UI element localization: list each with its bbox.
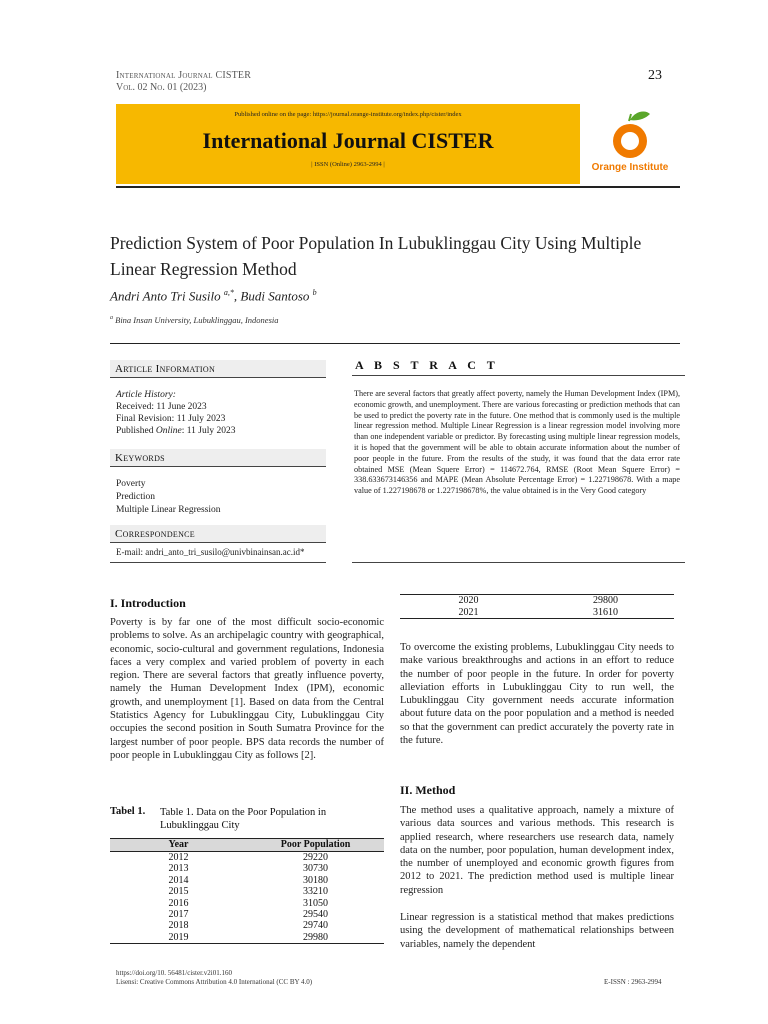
table-cell-year: 2017	[168, 909, 189, 921]
table-row	[110, 863, 384, 874]
published-online-word: Online	[155, 426, 182, 436]
abstract-bottom-divider	[352, 562, 685, 563]
table-row	[400, 607, 674, 619]
paper-title: Prediction System of Poor Population In Lubuklinggau City Using Multiple Linear Regression Method	[110, 233, 642, 279]
table-cell-year: 2015	[168, 886, 189, 898]
introduction-paragraph: Poverty is by far one of the most difficult socio-economic problems to solve. As an archipelagic country with geographical, economic, socio-cultural and government regulations, Indonesia faces a very complex and varied problem of poverty in each region. There are several factors that greatly influence poverty, namely the Human Development Index (IPM), economic growth, and unemployment [1]. Based on data from the Central Statistics Agency for Lubuklinggau City, Lubuklinggau City occupies the second position in South Sumatra Province for the largest number of poor people. BPS data records the number of poor people in Lubuklinggau City as follows [2].	[110, 617, 384, 761]
introduction-heading: I. Introduction	[110, 596, 186, 610]
correspondence-email[interactable]: E-mail: andri_anto_tri_susilo@univbinainsan.ac.id*	[116, 547, 305, 557]
table-cell-population: 29980	[247, 932, 384, 944]
page-number: 23	[648, 68, 662, 83]
table-cell-year: 2021	[400, 607, 537, 619]
right-paragraph-problems: To overcome the existing problems, Lubuklinggau City needs to make various breakthroughs and actions in an effort to reduce the number of poor people in the future. In order for poverty alleviation efforts in Lubuklinggau City to run well, the Lubuklinggau City government needs accurate information about future data on the poor population and a method is needed so that the government can predict accurately the poverty rate in the future.	[400, 642, 674, 747]
table-cell-year: 2014	[168, 874, 189, 886]
info-bottom-divider	[110, 562, 326, 563]
table-row	[110, 875, 384, 886]
article-info-heading: Article Information	[110, 360, 326, 378]
table-cell-population: 30180	[303, 874, 328, 886]
banner-divider	[116, 186, 680, 188]
author-superscript: a,*	[223, 288, 234, 297]
revision-date: Final Revision: 11 July 2023	[116, 414, 226, 424]
keywords-heading: Keywords	[110, 449, 326, 467]
method-paragraph: The method uses a qualitative approach, namely a mixture of various data sources and various methods. This research is applied research, where researchers use research data, namely data on the number, poor population, human development index, the number of unemployed and economic growth figures from 2012 to 2021. The prediction method used is multiple linear regression	[400, 805, 674, 896]
table-cell-year: 2012	[168, 852, 189, 863]
received-date: Received: 11 June 2023	[116, 402, 207, 412]
table-cell-year: 2018	[168, 920, 189, 932]
journal-banner	[116, 104, 580, 184]
affiliation-text: Bina Insan University, Lubuklinggau, Indonesia	[115, 315, 279, 325]
table-row	[110, 920, 384, 931]
table-cell-year: 2016	[168, 897, 189, 909]
abstract-text: There are several factors that greatly affect poverty, namely the Human Development Index (IPM), economic growth, and unemployment. There are various forecasting or prediction methods that can be used to predict the poverty rate in the future. One method that is commonly used is the multiple linear regression method. Multiple Linear Regression is a linear regression model involving more than one independent variable or predictor. By forecasting using multiple linear regression models, it is hoped that the government will be able to obtain accurate information about the number of poor people in the future. From the results of the study, it was found that the data error rate obtained MSE (Mean Squere Error) = 114672.764, RMSE (Root Mean Squere Error) = 338.633673146356 and MAPE (Mean Absolute Percentage Error) = 1.227198678. With a mape value of 1.227198678 or 1.227198678%, the value obtained is in the Very Good category	[354, 389, 680, 496]
table-cell-year: 2013	[168, 863, 189, 875]
published-date	[116, 425, 235, 437]
running-header-volume: Vol. 02 No. 01 (2023)	[116, 82, 207, 93]
author-list	[110, 288, 317, 304]
table-row	[400, 595, 674, 607]
table-header-row	[110, 839, 384, 852]
footer-doi-link[interactable]: https://doi.org/10. 56481/cister.v2i01.160	[116, 969, 232, 977]
table-cell-population: 29800	[593, 595, 618, 606]
table-row	[110, 932, 384, 944]
table-row	[110, 852, 384, 864]
table-row	[110, 886, 384, 897]
footer-license: Lisensi: Creative Commons Attribution 4.0 International (CC BY 4.0)	[116, 978, 313, 986]
table-cell-population: 30730	[303, 863, 328, 875]
table-cell-population: 29220	[303, 852, 328, 863]
banner-issn: | ISSN (Online) 2963-2994 |	[311, 161, 385, 168]
author-name: Budi Santoso	[240, 288, 310, 304]
article-history-label: Article History:	[116, 390, 176, 400]
table-header-year: Year	[110, 839, 247, 852]
keyword-item: Poverty	[116, 479, 146, 489]
poor-population-table	[110, 838, 384, 944]
table-cell-population: 31610	[537, 607, 674, 619]
author-name: Andri Anto Tri Susilo	[110, 288, 221, 304]
published-prefix: Published	[116, 426, 156, 436]
table-caption: Table 1. Data on the Poor Population in Lubuklinggau City	[160, 807, 327, 832]
orange-fruit-icon	[610, 108, 652, 162]
table-cell-population: 29540	[303, 909, 328, 921]
author-separator: ,	[233, 288, 241, 304]
table-header-population: Poor Population	[247, 839, 384, 852]
poor-population-table-continued	[400, 594, 674, 619]
title-divider	[110, 343, 680, 344]
table-row	[110, 898, 384, 909]
banner-journal-title: International Journal CISTER	[202, 128, 494, 153]
table-cell-population: 31050	[303, 897, 328, 909]
publisher-logo	[580, 104, 680, 184]
table-cell-population: 29740	[303, 920, 328, 932]
regression-paragraph: Linear regression is a statistical method that makes predictions using the development of mathematical relationships between variables, namely the dependent	[400, 912, 674, 950]
table-row	[110, 909, 384, 920]
affiliation-superscript: a	[110, 315, 113, 322]
table-cell-year: 2019	[110, 932, 247, 944]
footer-eissn: E-ISSN : 2963-2994	[604, 978, 662, 986]
method-heading: II. Method	[400, 783, 456, 797]
keyword-item: Prediction	[116, 492, 156, 502]
table-cell-population: 33210	[303, 886, 328, 898]
affiliation	[110, 315, 279, 325]
running-header-journal: International Journal CISTER	[116, 70, 252, 81]
author-superscript: b	[312, 288, 317, 297]
abstract-divider	[352, 375, 685, 376]
published-suffix: : 11 July 2023	[181, 426, 236, 436]
abstract-heading: A B S T R A C T	[355, 358, 499, 372]
correspondence-heading: Correspondence	[110, 525, 326, 543]
publisher-name: Orange Institute	[591, 162, 669, 173]
table-cell-year: 2020	[458, 595, 479, 606]
keyword-item: Multiple Linear Regression	[116, 505, 221, 515]
table-label: Tabel 1.	[110, 806, 146, 817]
published-online-link[interactable]: Published online on the page: https://journal.orange-institute.org/index.php/cister/index	[234, 111, 462, 118]
